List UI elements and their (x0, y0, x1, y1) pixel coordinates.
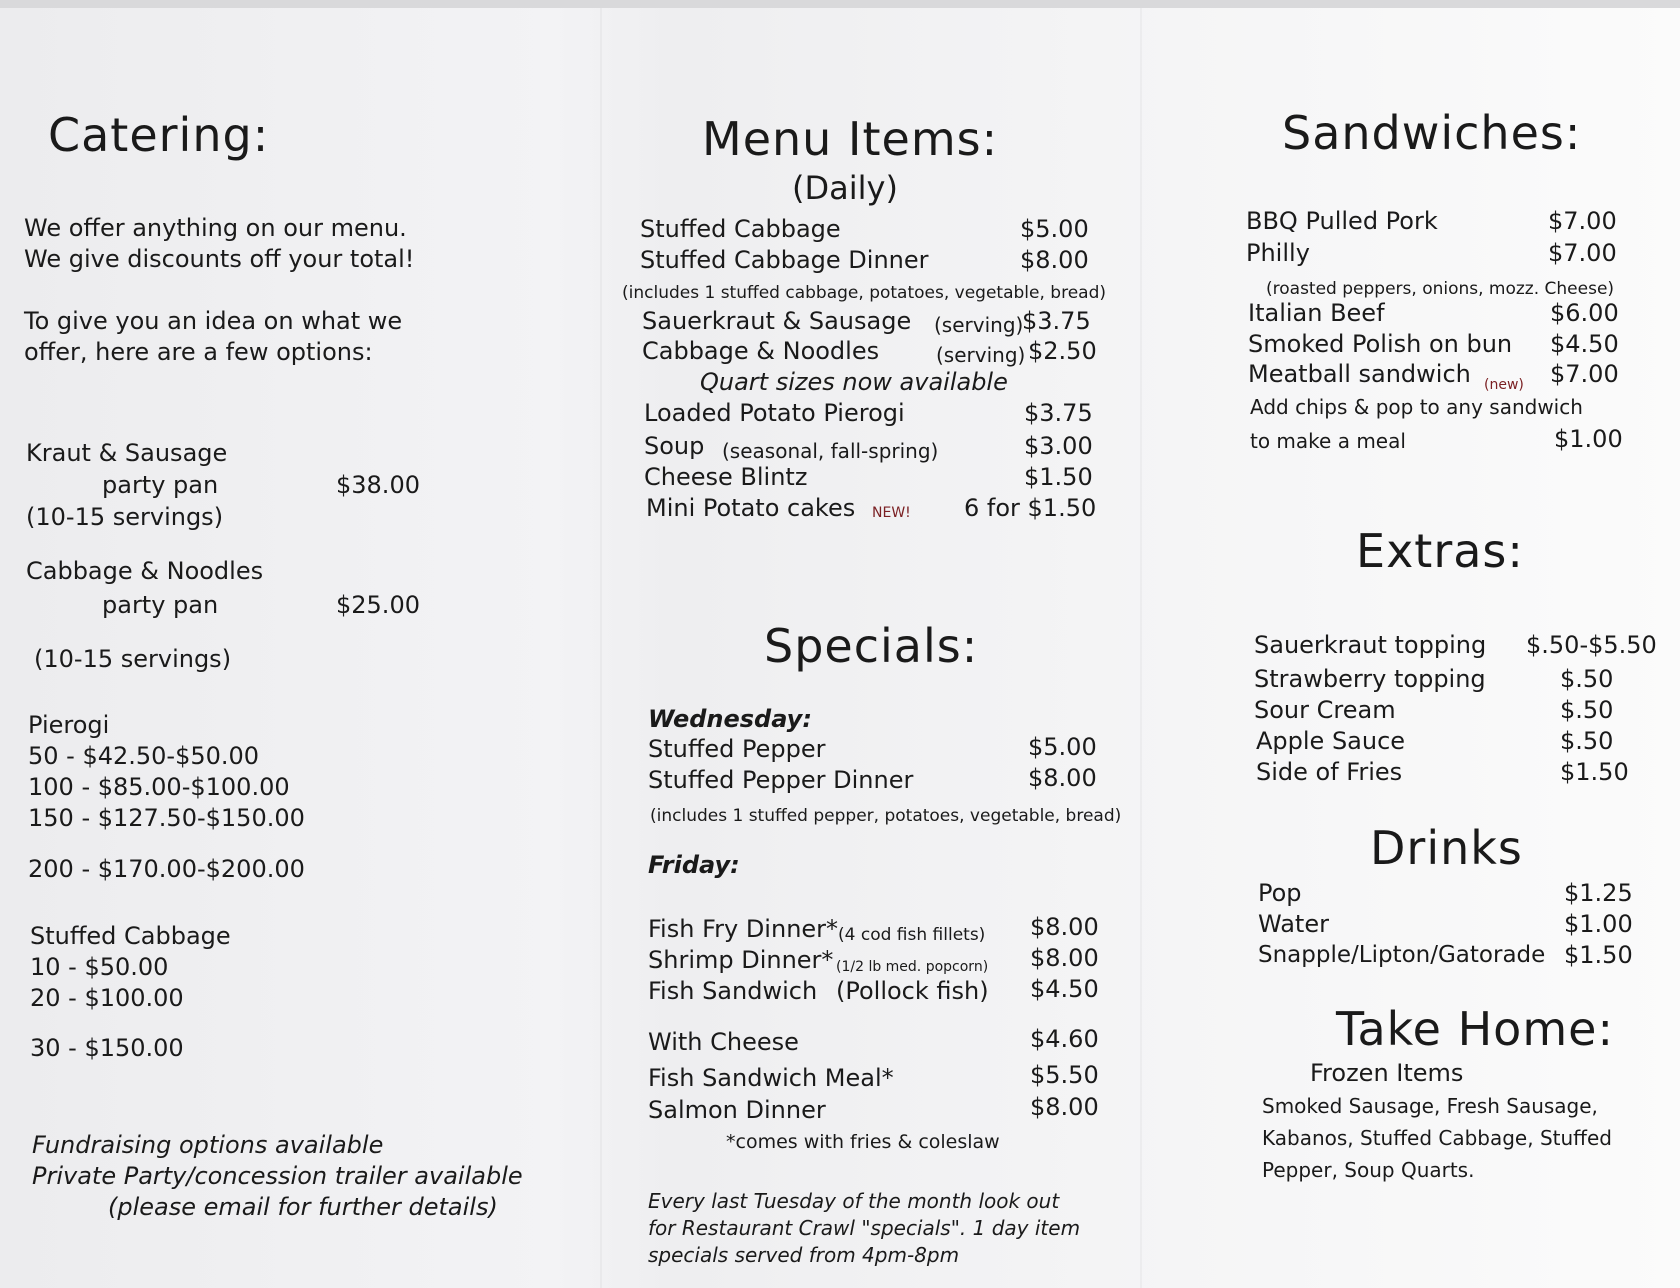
drinks-title: Drinks (1370, 821, 1523, 875)
catering-title: Catering: (48, 108, 270, 162)
sandwiches-title: Sandwiches: (1282, 106, 1582, 160)
special-item-name: Fish Sandwich Meal* (648, 1064, 894, 1092)
fold-line-left (600, 8, 602, 1288)
take-home-subtitle: Frozen Items (1310, 1059, 1464, 1087)
drink-price: $1.25 (1564, 879, 1633, 907)
new-badge: NEW! (872, 505, 911, 521)
catering-intro-1: We offer anything on our menu. (24, 214, 407, 242)
sandwich-name: Philly (1246, 239, 1310, 267)
drink-price: $1.00 (1564, 910, 1633, 938)
special-item-qualifier: (Pollock fish) (836, 977, 989, 1005)
take-home-line: Kabanos, Stuffed Cabbage, Stuffed (1262, 1126, 1612, 1150)
meal-note-line: Add chips & pop to any sandwich (1250, 395, 1583, 419)
catering-options-1: To give you an idea on what we (24, 307, 403, 335)
noodles-party-name: Cabbage & Noodles (26, 557, 264, 585)
drink-name: Snapple/Lipton/Gatorade (1258, 942, 1546, 968)
special-item-qualifier: (1/2 lb med. popcorn) (836, 959, 989, 975)
extra-price: $.50 (1560, 665, 1614, 693)
special-item-name: With Cheese (648, 1028, 799, 1056)
extra-name: Side of Fries (1256, 758, 1403, 786)
menu-item-qualifier: (serving) (934, 313, 1024, 337)
crawl-note-line: Every last Tuesday of the month look out (648, 1189, 1060, 1213)
drink-name: Pop (1258, 879, 1302, 907)
special-item-price: $8.00 (1028, 764, 1097, 792)
private-party-note: Private Party/concession trailer available (32, 1162, 523, 1190)
fries-coleslaw-note: *comes with fries & coleslaw (726, 1131, 1000, 1153)
extra-price: $1.50 (1560, 758, 1629, 786)
pierogi-line: 150 - $127.50-$150.00 (28, 804, 305, 832)
menu-brochure (0, 8, 1680, 1288)
menu-item-price: $5.00 (1020, 215, 1089, 243)
menu-item-name: Soup (644, 432, 705, 460)
special-item-name: Fish Sandwich (648, 977, 818, 1005)
sandwich-price: $6.00 (1550, 299, 1619, 327)
stuffed-cabbage-line: 30 - $150.00 (30, 1034, 184, 1062)
crawl-note-line: for Restaurant Crawl "specials". 1 day item (648, 1216, 1081, 1240)
menu-item-qualifier: (serving) (936, 343, 1026, 367)
special-item-price: $5.00 (1028, 733, 1097, 761)
philly-note: (roasted peppers, onions, mozz. Cheese) (1266, 279, 1615, 299)
menu-item-price: $2.50 (1028, 337, 1097, 365)
pierogi-line: 100 - $85.00-$100.00 (28, 773, 290, 801)
menu-item-name: Mini Potato cakes (646, 494, 856, 522)
special-item-name: Fish Fry Dinner* (648, 915, 839, 943)
special-item-price: $4.50 (1030, 975, 1099, 1003)
specials-title: Specials: (764, 619, 979, 673)
menu-item-price: 6 for $1.50 (964, 494, 1097, 522)
menu-items-title: Menu Items: (702, 112, 999, 166)
email-note: (please email for further details) (108, 1193, 498, 1221)
extra-price: $.50 (1560, 696, 1614, 724)
wednesday-label: Wednesday: (648, 705, 812, 733)
menu-items-subtitle: (Daily) (792, 169, 898, 207)
special-item-name: Shrimp Dinner* (648, 946, 834, 974)
fundraising-note: Fundraising options available (32, 1131, 384, 1159)
sandwich-price: $7.00 (1550, 360, 1619, 388)
noodles-party-servings: (10-15 servings) (34, 645, 232, 673)
menu-item-qualifier: (seasonal, fall-spring) (722, 439, 939, 463)
special-item-price: $4.60 (1030, 1025, 1099, 1053)
extra-name: Sour Cream (1254, 696, 1396, 724)
special-item-price: $8.00 (1030, 913, 1099, 941)
meal-price: $1.00 (1554, 425, 1623, 453)
menu-item-name: Stuffed Cabbage Dinner (640, 246, 929, 274)
menu-item-name: Sauerkraut & Sausage (642, 307, 912, 335)
pierogi-heading: Pierogi (28, 711, 110, 739)
special-item-name: Salmon Dinner (648, 1096, 826, 1124)
take-home-title: Take Home: (1336, 1002, 1614, 1056)
menu-item-price: $3.00 (1024, 432, 1093, 460)
special-item-name: Stuffed Pepper Dinner (648, 766, 914, 794)
menu-item-price: $3.75 (1024, 399, 1093, 427)
sandwich-price: $7.00 (1548, 207, 1617, 235)
extra-price: $.50-$5.50 (1526, 631, 1657, 659)
menu-item-name: Loaded Potato Pierogi (644, 399, 905, 427)
noodles-party-price: $25.00 (336, 591, 420, 619)
pierogi-line: 200 - $170.00-$200.00 (28, 855, 305, 883)
meal-note-line: to make a meal (1250, 429, 1406, 453)
special-item-price: $8.00 (1030, 1093, 1099, 1121)
cabbage-dinner-note: (includes 1 stuffed cabbage, potatoes, vegetable, bread) (622, 283, 1106, 303)
stuffed-cabbage-line: 10 - $50.00 (30, 953, 169, 981)
crawl-note-line: specials served from 4pm-8pm (648, 1243, 960, 1267)
menu-item-price: $1.50 (1024, 463, 1093, 491)
new-badge: (new) (1484, 377, 1524, 393)
menu-item-price: $3.75 (1022, 307, 1091, 335)
menu-item-name: Cheese Blintz (644, 463, 808, 491)
pepper-dinner-note: (includes 1 stuffed pepper, potatoes, vegetable, bread) (650, 806, 1122, 826)
sandwich-price: $7.00 (1548, 239, 1617, 267)
extras-title: Extras: (1356, 524, 1524, 578)
sandwich-name: Meatball sandwich (1248, 360, 1471, 388)
catering-options-2: offer, here are a few options: (24, 338, 373, 366)
sandwich-name: Italian Beef (1248, 299, 1385, 327)
take-home-line: Smoked Sausage, Fresh Sausage, (1262, 1094, 1598, 1118)
take-home-line: Pepper, Soup Quarts. (1262, 1158, 1475, 1182)
stuffed-cabbage-line: 20 - $100.00 (30, 984, 184, 1012)
special-item-qualifier: (4 cod fish fillets) (838, 925, 986, 945)
sandwich-name: Smoked Polish on bun (1248, 330, 1513, 358)
special-item-name: Stuffed Pepper (648, 735, 826, 763)
extra-price: $.50 (1560, 727, 1614, 755)
drink-price: $1.50 (1564, 941, 1633, 969)
kraut-party-servings: (10-15 servings) (26, 503, 224, 531)
quart-sizes-note: Quart sizes now available (700, 368, 1008, 396)
catering-intro-2: We give discounts off your total! (24, 245, 415, 273)
sandwich-name: BBQ Pulled Pork (1246, 207, 1438, 235)
extra-name: Sauerkraut topping (1254, 631, 1487, 659)
menu-item-price: $8.00 (1020, 246, 1089, 274)
menu-item-name: Cabbage & Noodles (642, 337, 880, 365)
drink-name: Water (1258, 910, 1329, 938)
extra-name: Apple Sauce (1256, 727, 1406, 755)
noodles-party-pan: party pan (102, 591, 219, 619)
menu-item-name: Stuffed Cabbage (640, 215, 841, 243)
kraut-party-price: $38.00 (336, 471, 420, 499)
special-item-price: $8.00 (1030, 944, 1099, 972)
extra-name: Strawberry topping (1254, 665, 1486, 693)
stuffed-cabbage-heading: Stuffed Cabbage (30, 922, 231, 950)
special-item-price: $5.50 (1030, 1061, 1099, 1089)
fold-line-right (1140, 8, 1142, 1288)
sandwich-price: $4.50 (1550, 330, 1619, 358)
kraut-party-pan: party pan (102, 471, 219, 499)
kraut-party-name: Kraut & Sausage (26, 439, 228, 467)
friday-label: Friday: (648, 851, 740, 879)
pierogi-line: 50 - $42.50-$50.00 (28, 742, 260, 770)
